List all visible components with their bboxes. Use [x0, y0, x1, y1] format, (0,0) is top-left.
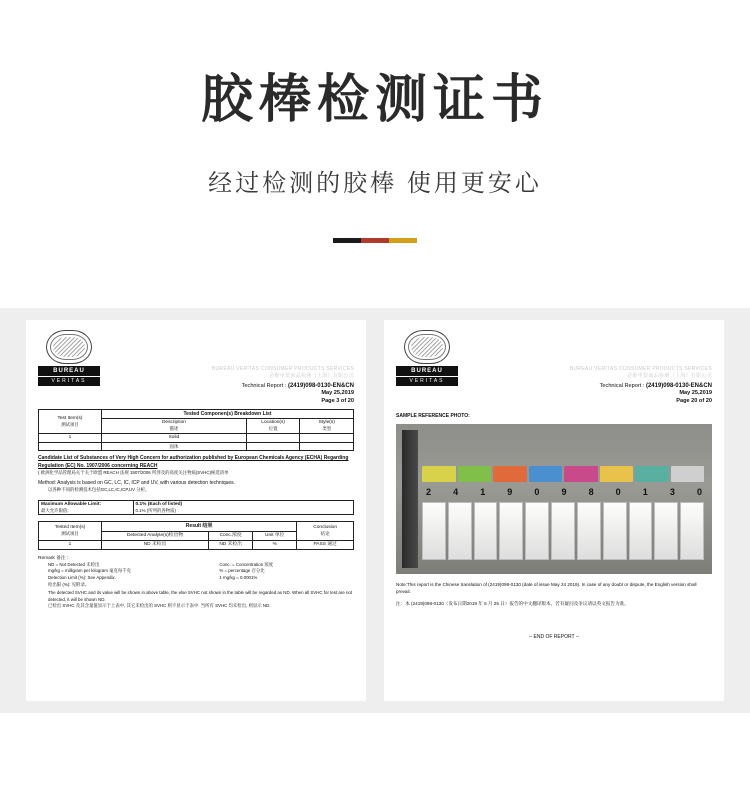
- result-col-unit: Unit 单位: [253, 531, 297, 540]
- digit: 4: [453, 486, 459, 497]
- certificate-page-3: [26, 320, 366, 701]
- cell-description-2: 固体: [102, 442, 247, 451]
- report-meta-2: [570, 330, 712, 405]
- faint-company-header-cn-2: 必维申贸商品检测（上海）有限公司: [627, 372, 712, 379]
- method-block: [38, 480, 354, 494]
- cell-test-item: 1: [39, 433, 102, 442]
- result-group-header: Result 结果: [102, 522, 297, 531]
- cell-location-2: [246, 442, 300, 451]
- result-cell-analyte: ND 未检出: [102, 540, 209, 549]
- technical-report-label: Technical Report :: [241, 382, 287, 389]
- rule-segment-3: [389, 238, 417, 243]
- cell-test-item-2: [39, 442, 102, 451]
- photo-label-digits: [426, 486, 702, 498]
- certificate-page-20: [384, 320, 724, 701]
- technical-report-label-2: Technical Report :: [599, 382, 645, 389]
- hero-section: [0, 0, 750, 243]
- page-title: 胶棒检测证书: [200, 71, 549, 129]
- col-test-items-en: Test Item(s): [57, 415, 83, 421]
- remark-svhc-en: The detected SVHC and its value will be shown in above table, the else SVHC not shown in the table will be regarded as ND. When all SVHC for test are not detected, it will be shown ND.: [48, 590, 353, 602]
- faint-company-header-2: BUREAU VERITAS CONSUMER PRODUCTS SERVICES: [569, 366, 712, 372]
- white-glue-sticks-row: [422, 502, 704, 560]
- certificate-header-2: [396, 330, 712, 405]
- remark-conversion: 1 mg/kg = 0.0001%: [219, 574, 258, 580]
- faint-company-header: BUREAU VERITAS CONSUMER PRODUCTS SERVICES: [211, 366, 354, 372]
- technical-report-line-2: [570, 382, 712, 391]
- logo-word-bureau: BUREAU: [38, 366, 100, 376]
- svhc-title-cn: ( 欧洲化学品管理局关于关于欧盟 REACH 法规 1907/2006 所涉及的高度关注物质(SVHC)候选清单: [38, 469, 229, 475]
- page-subtitle: 经过检测的胶棒 使用更安心: [208, 170, 542, 198]
- svhc-title-en: Candidate List of Substances of Very High Concern for authorization published by European Chemicals Agency (ECHA) Regarding Regulation (EC) No. 1907/2006 concerning REACH: [38, 455, 349, 469]
- ruler-icon: [402, 430, 418, 568]
- result-col-conclusion-cn: 结论: [320, 531, 330, 537]
- certificate-header: [38, 330, 354, 405]
- technical-report-value: (2419)098-0130-EN&CN: [287, 382, 354, 389]
- logo-word-veritas-2: VERITAS: [396, 377, 458, 386]
- col-location-cn: 位置: [268, 426, 278, 432]
- remark-percent: % = percentage 百分比: [219, 568, 265, 574]
- rule-segment-2: [361, 238, 389, 243]
- end-of-report: -- END OF REPORT --: [528, 633, 580, 640]
- remark-detection-limit: Detection Limit (%): See Appendix.: [48, 574, 116, 580]
- digit: 0: [534, 486, 540, 497]
- result-col-analyte: Detected Analyte(s)检出物: [102, 531, 209, 540]
- table-row: [39, 442, 354, 451]
- cell-style-2: [300, 442, 354, 451]
- digit: 9: [561, 486, 567, 497]
- decorative-rule: [333, 238, 417, 243]
- bureau-veritas-logo-2: [396, 330, 458, 386]
- remark-nd: ND = Not Detected 未检出: [48, 561, 100, 567]
- report-meta: [212, 330, 354, 405]
- col-description-cn: 描述: [169, 426, 179, 432]
- col-style-en: Style(s): [318, 420, 335, 426]
- method-en: Method: Analysis is based on GC, LC, IC, ICP and UV, with various detection techniques.: [38, 480, 236, 487]
- digit: 8: [588, 486, 594, 497]
- translation-note-cn: 注：本 (2419)098-0130（发布日期2019 年 5 月 25 日）报告的中文翻译版本，若有疑问及争议请以英文报告为准。: [396, 600, 629, 606]
- bureau-veritas-logo: [38, 330, 100, 386]
- method-cn: 以各种不同的检测技术包括GC,LC,IC,ICP,UV 分析。: [48, 487, 150, 493]
- digit: 0: [615, 486, 621, 497]
- seal-icon-2: [404, 330, 450, 364]
- result-cell-item: 1: [39, 540, 102, 549]
- table-row: [39, 433, 354, 442]
- remark-mgkg: mg/kg = milligram per kilogram 毫克每千克: [48, 568, 132, 574]
- limit-label-en: Maximum Allowable Limit:: [41, 501, 102, 507]
- translation-note-en: Note:This report is the Chinese translation of (2419)098-0130 (date of issue May 24 2019). In case of any doubt or dispute, the English version shall prevail.: [396, 581, 697, 594]
- digit: 0: [696, 486, 702, 497]
- result-col-test-items-en: Tested Item(s): [54, 525, 86, 531]
- result-cell-unit: %: [253, 540, 297, 549]
- report-date-2: May 25,2019: [679, 390, 712, 397]
- result-cell-conc: ND 未检出: [209, 540, 253, 549]
- col-style-cn: 类型: [322, 426, 332, 432]
- cell-location: [246, 433, 300, 442]
- result-table: [38, 521, 354, 549]
- technical-report-line: [212, 382, 354, 391]
- result-cell-conclusion: PASS 通过: [297, 540, 354, 549]
- rule-segment-1: [333, 238, 361, 243]
- limit-label-cn: 最大允许限值:: [41, 507, 69, 513]
- result-col-test-items-cn: 测试项目: [61, 531, 79, 537]
- col-test-items-cn: 测试项目: [61, 421, 79, 427]
- report-page: Page 3 of 20: [321, 397, 354, 404]
- logo-word-bureau-2: BUREAU: [396, 366, 458, 376]
- digit: 3: [669, 486, 675, 497]
- result-col-conclusion-en: Conclusion: [313, 525, 337, 531]
- report-date: May 25,2019: [321, 390, 354, 397]
- digit: 1: [642, 486, 648, 497]
- svhc-title-block: [38, 455, 354, 476]
- remark-detection-limit-cn: 检出限 (%): 见附录。: [48, 581, 90, 587]
- cell-description: Solid: [102, 433, 247, 442]
- sample-photo-label: SAMPLE REFERENCE PHOTO:: [396, 413, 470, 420]
- digit: 1: [480, 486, 486, 497]
- remark-svhc-cn: 已检出 SVHC 及其含量值显示于上表中, 其它未检出的 SVHC 则不显示于表中. 当所有 SVHC 均未检出, 则显示 ND.: [48, 603, 271, 609]
- sample-reference-photo: [396, 424, 712, 574]
- cell-style: [300, 433, 354, 442]
- limit-value-1: 0.1% (Each of listed): [135, 501, 183, 507]
- breakdown-title: Tested Componen(s) Breakdown List: [102, 410, 354, 419]
- table-row: [39, 540, 354, 549]
- col-location-en: Location(s): [261, 420, 286, 426]
- limit-table: [38, 500, 354, 515]
- report-page-2: Page 20 of 20: [676, 397, 712, 404]
- limit-value-2: 0.1% (所列的各物质): [135, 507, 176, 513]
- result-col-conc: Conc.浓度: [209, 531, 253, 540]
- colored-glue-sticks-row: [422, 466, 704, 482]
- remark-block: [38, 555, 354, 610]
- digit: 2: [426, 486, 432, 497]
- digit: 9: [507, 486, 513, 497]
- remark-conc: Conc. = Concentration 浓度: [219, 561, 274, 567]
- seal-icon: [46, 330, 92, 364]
- remark-title: Remark 备注 :: [38, 555, 69, 561]
- breakdown-table: [38, 409, 354, 451]
- logo-word-veritas: VERITAS: [38, 377, 100, 386]
- technical-report-value-2: (2419)098-0130-EN&CN: [645, 382, 712, 389]
- certificates-gallery: [0, 308, 750, 713]
- col-description-en: Description: [161, 420, 186, 426]
- faint-company-header-cn: 必维申贸商品检测（上海）有限公司: [269, 372, 354, 379]
